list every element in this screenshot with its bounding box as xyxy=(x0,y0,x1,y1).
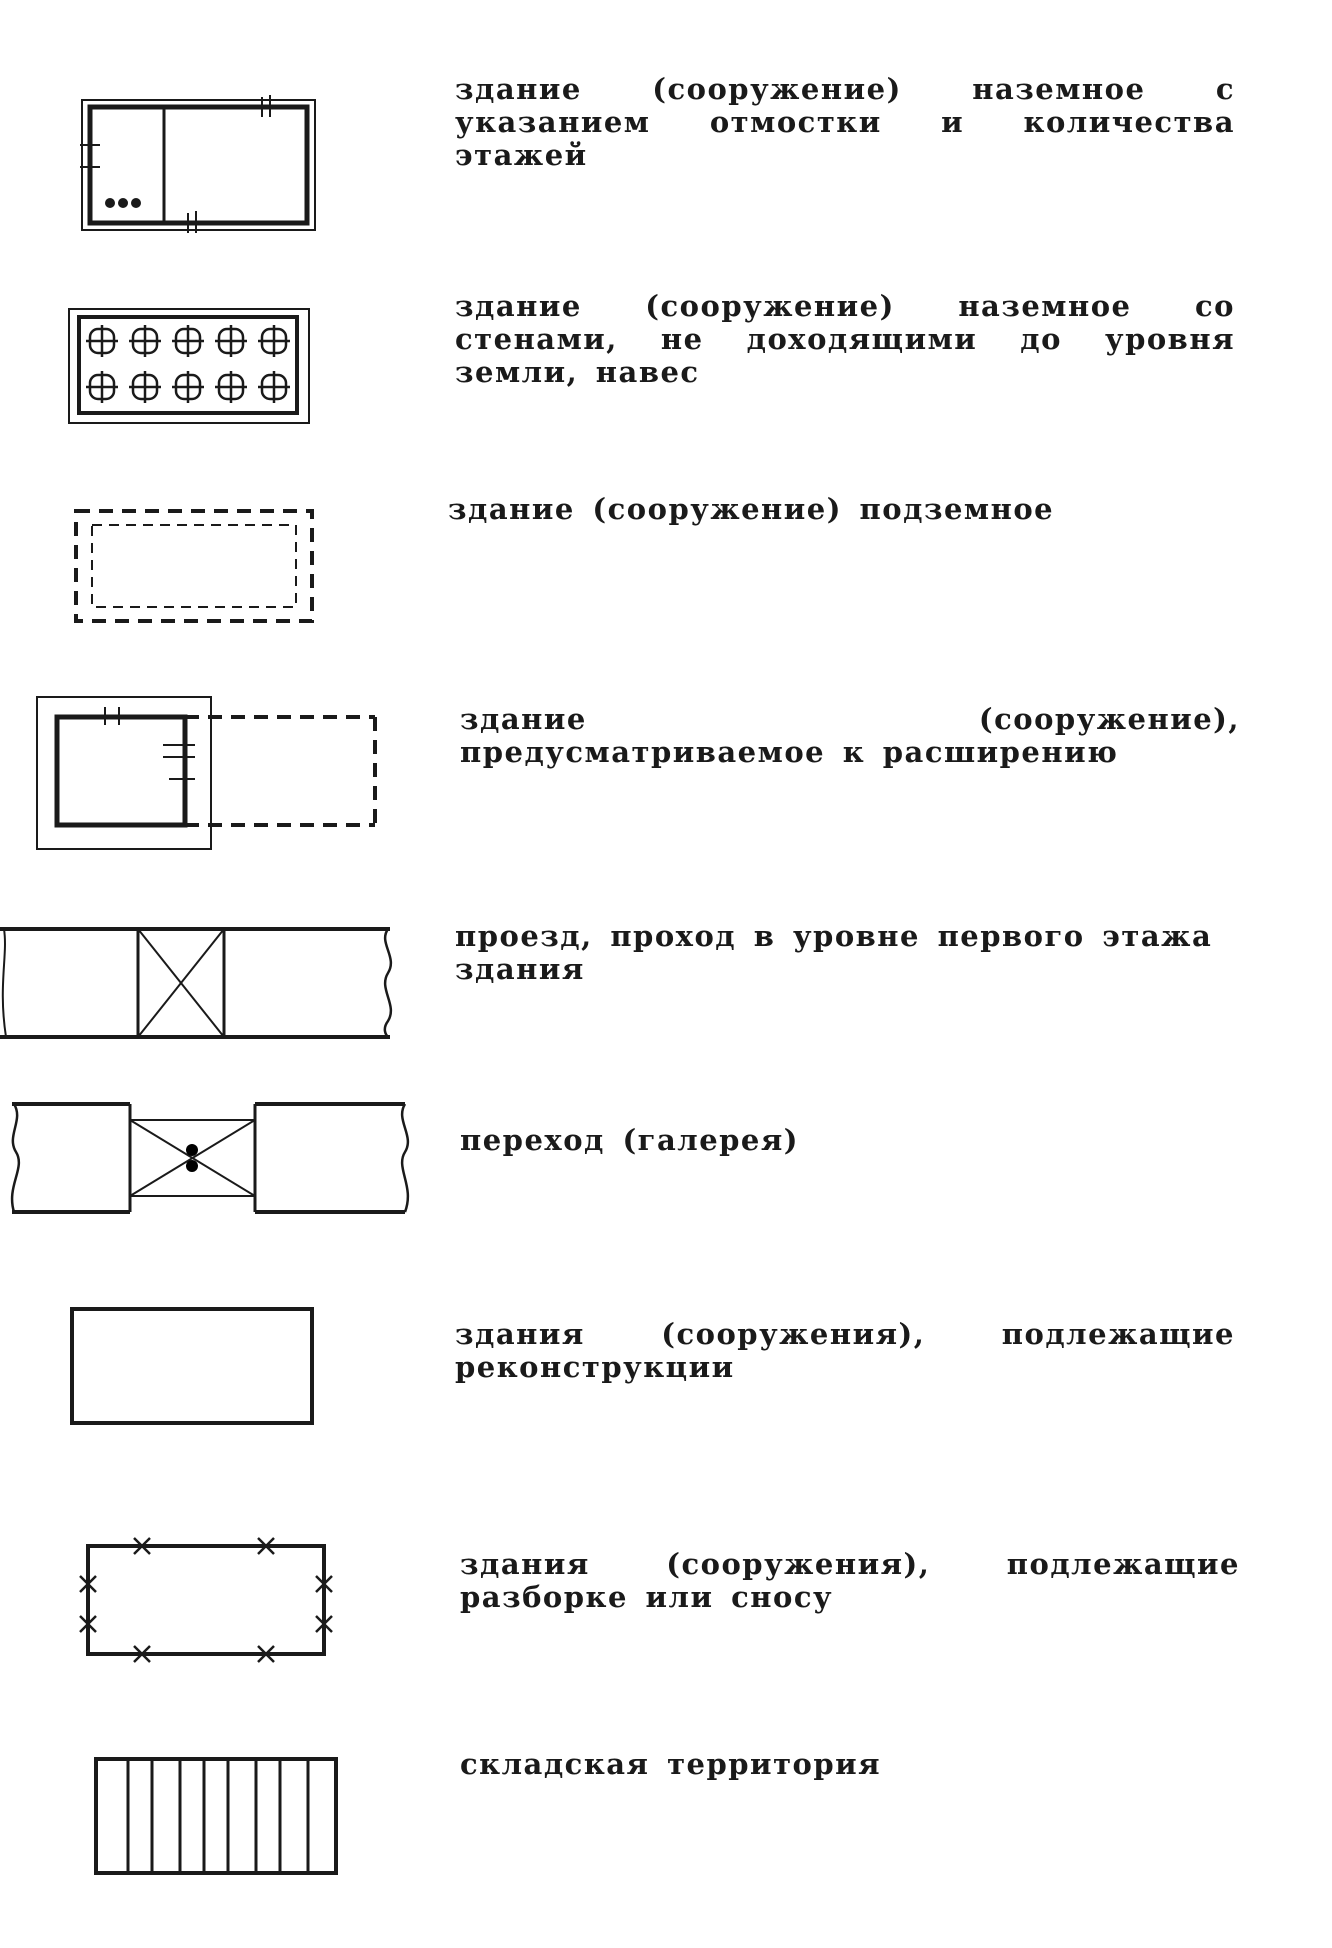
ground-building-open-walls-symbol xyxy=(65,305,315,430)
legend-description: складская территория xyxy=(460,1747,882,1781)
storage-area-symbol xyxy=(92,1755,342,1880)
legend-description: здание (сооружение) наземное со стенами, не доходящими до уровня земли, навес xyxy=(455,289,1235,389)
ground-building-with-apron-symbol xyxy=(70,85,330,240)
ground-floor-passage-symbol xyxy=(0,925,395,1045)
buildings-to-reconstruct-symbol xyxy=(68,1305,318,1430)
legend-description: здание (сооружение) подземное xyxy=(448,492,1055,526)
legend-description: переход (галерея) xyxy=(460,1123,800,1157)
legend-description: здания (сооружения), подлежащие реконструкции xyxy=(455,1317,1235,1384)
legend-description: проезд, проход в уровне первого этажа здания xyxy=(455,919,1213,986)
underground-building-symbol xyxy=(70,505,320,630)
gallery-passage-symbol xyxy=(10,1100,420,1220)
building-planned-expansion-symbol xyxy=(35,695,385,855)
legend-description: здания (сооружения), подлежащие разборке или сносу xyxy=(460,1547,1240,1614)
buildings-to-demolish-symbol xyxy=(70,1530,340,1670)
legend-description: здание (сооружение), предусматриваемое к расширению xyxy=(460,702,1240,769)
legend-description: здание (сооружение) наземное с указанием отмостки и количества этажей xyxy=(455,72,1235,172)
